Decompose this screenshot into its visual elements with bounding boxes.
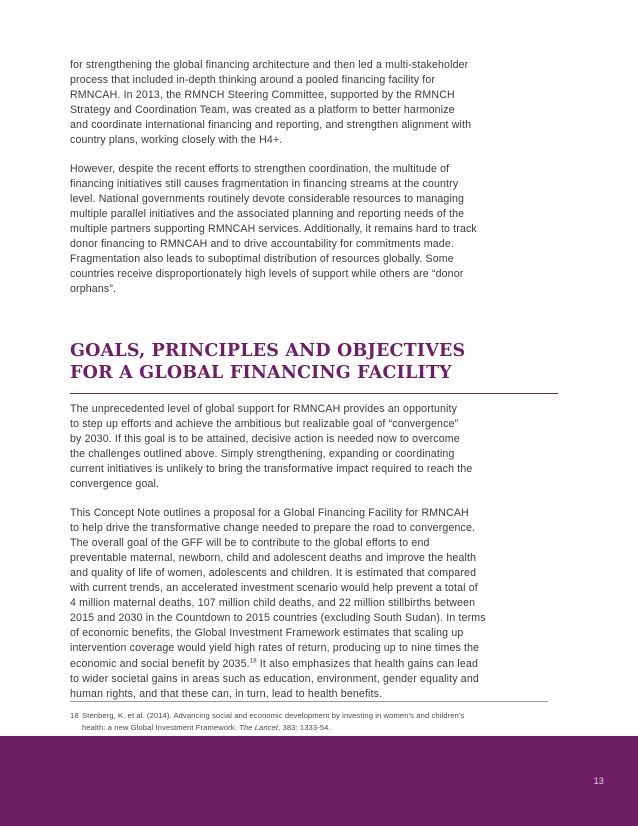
- text-line: by 2030. If this goal is to be attained, decisive action is needed now to overcome: [70, 433, 460, 446]
- text-line: Fragmentation also leads to suboptimal distribution of resources globally. Some: [70, 253, 454, 266]
- text-line: 2015 and 2030 in the Countdown to 2015 countries (excluding South Sudan). In terms: [70, 612, 486, 625]
- text-line: human rights, and that these can, in turn, lead to health benefits.: [70, 687, 383, 700]
- text-line: and coordinate international financing and reporting, and strengthen alignment with: [70, 119, 472, 132]
- text-line: RMNCAH. In 2013, the RMNCH Steering Committee, supported by the RMNCH: [70, 89, 455, 102]
- footnote-line-2: [70, 722, 562, 734]
- text-line: The unprecedented level of global support for RMNCAH provides an opportunity: [70, 403, 458, 415]
- text-line: This Concept Note outlines a proposal for a Global Financing Facility for RMNCAH: [70, 506, 469, 519]
- text-line: donor financing to RMNCAH and to drive accountability for commitments made.: [70, 238, 454, 251]
- intro-paragraph-1: [70, 58, 562, 149]
- text-line: for strengthening the global financing architecture and then led a multi-stakeholder: [70, 59, 469, 71]
- text-line: of economic benefits, the Global Investment Framework estimates that scaling up: [70, 627, 464, 640]
- text-line: process that included in-depth thinking around a pooled financing facility for: [70, 74, 436, 87]
- text-line: country plans, working closely with the H4+.: [70, 134, 283, 147]
- section-paragraph-2: [70, 506, 562, 702]
- heading-divider: [70, 393, 558, 394]
- text-line: to step up efforts and achieve the ambitious but realizable goal of “convergence”: [70, 418, 459, 431]
- text-line: to help drive the transformative change needed to prepare the road to convergence.: [70, 521, 476, 534]
- text-line: the challenges outlined above. Simply strengthening, expanding or coordinating: [70, 448, 455, 461]
- text-line: multiple partners supporting RMNCAH services. Additionally, it remains hard to track: [70, 222, 477, 235]
- text-line: to wider societal gains in areas such as education, environment, gender equality and: [70, 672, 479, 685]
- text-line: current initiatives is unlikely to bring the transformative impact required to reach the: [70, 463, 473, 476]
- text-line: financing initiatives still causes fragmentation in financing streams at the country: [70, 177, 459, 190]
- text-line: and quality of life of women, adolescents and children. It is estimated that compared: [70, 566, 477, 579]
- text-line: However, despite the recent efforts to strengthen coordination, the multitude of: [70, 162, 450, 175]
- text-line: preventable maternal, newborn, child and adolescent deaths and improve the health: [70, 551, 477, 564]
- text-line: level. National governments routinely devote considerable resources to managing: [70, 192, 465, 205]
- section-heading: [70, 340, 562, 384]
- page-number: 13: [593, 776, 604, 786]
- footnote-number: 18: [70, 711, 79, 720]
- intro-text: [70, 58, 562, 297]
- footnote-text: , 383: 1333-54.: [278, 722, 331, 732]
- text-line: countries receive disproportionately high levels of support while others are “donor: [70, 268, 464, 281]
- section-heading-line-1: GOALS, PRINCIPLES AND OBJECTIVES: [70, 341, 466, 361]
- text-fragment: It also emphasizes that health gains can lead: [256, 657, 478, 670]
- footnote-text: Stenberg, K. et al. (2014). Advancing social and economic development by investing in women’s and children’s: [82, 711, 465, 720]
- section-body: [70, 402, 562, 702]
- text-line: multiple parallel initiatives and the associated planning and reporting needs of the: [70, 207, 465, 220]
- section-paragraph-1: [70, 402, 562, 493]
- text-line: [70, 657, 562, 672]
- journal-title: The Lancet: [239, 722, 279, 732]
- section-heading-line-2: FOR A GLOBAL FINANCING FACILITY: [70, 363, 452, 383]
- text-fragment: economic and social benefit by 2035.: [70, 657, 250, 670]
- text-line: intervention coverage would yield high rates of return, producing up to nine times the: [70, 642, 480, 655]
- footnote-divider: [70, 701, 548, 702]
- text-line: 4 million maternal deaths, 107 million child deaths, and 22 million stillbirths between: [70, 597, 476, 610]
- intro-paragraph-2: [70, 162, 562, 298]
- footnote: [70, 710, 562, 733]
- text-line: Strategy and Coordination Team, was created as a platform to better harmonize: [70, 104, 455, 117]
- footnote-text: health: a new Global Investment Framework.: [82, 722, 240, 732]
- footnote-line-1: [70, 710, 562, 722]
- text-line: convergence goal.: [70, 478, 160, 491]
- text-line: with current trends, an accelerated investment scenario would help prevent a total of: [70, 582, 478, 595]
- page-footer-band: [0, 736, 638, 826]
- footnote-reference: 18: [249, 657, 257, 664]
- text-line: orphans”.: [70, 283, 117, 296]
- text-line: The overall goal of the GFF will be to contribute to the global efforts to end: [70, 536, 430, 549]
